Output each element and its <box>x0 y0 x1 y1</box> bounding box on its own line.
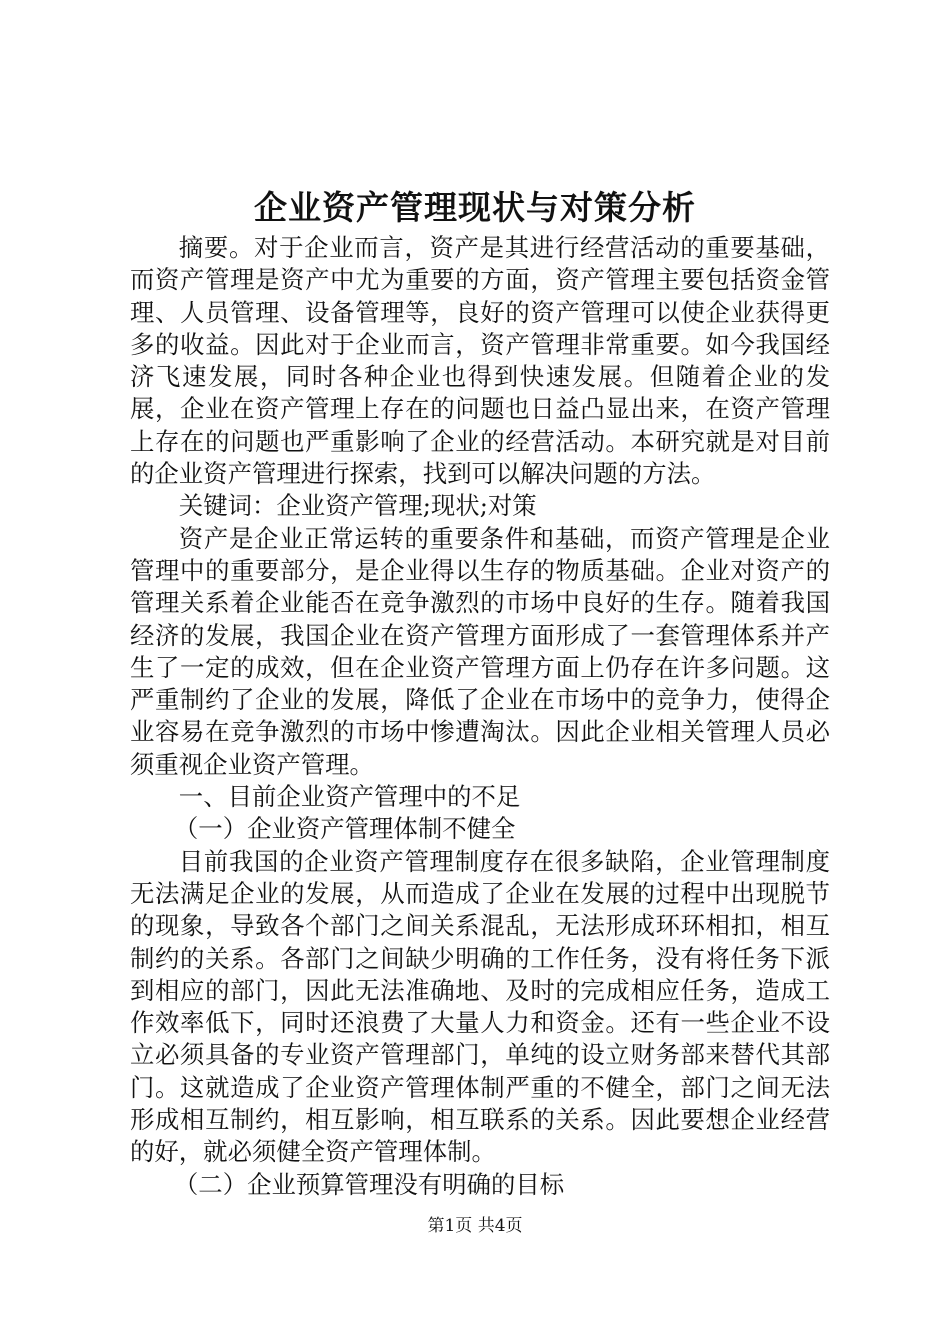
intro-paragraph: 资产是企业正常运转的重要条件和基础，而资产管理是企业管理中的重要部分，是企业得以生存的物质基础。企业对资产的管理关系着企业能否在竞争激烈的市场中良好的生存。随着我国经济的发展，我国企业在资产管理方面形成了一套管理体系并产生了一定的成效，但在企业资产管理方面上仍存在许多问题。这严重制约了企业的发展，降低了企业在市场中的竞争力，使得企业容易在竞争激烈的市场中惨遭淘汰。因此企业相关管理人员必须重视企业资产管理。 <box>130 523 830 779</box>
subsection-1-1-paragraph: 目前我国的企业资产管理制度存在很多缺陷，企业管理制度无法满足企业的发展，从而造成了企业在发展的过程中出现脱节的现象，导致各个部门之间关系混乱，无法形成环环相扣，相互制约的关系。各部门之间缺少明确的工作任务，没有将任务下派到相应的部门，因此无法准确地、及时的完成相应任务，造成工作效率低下，同时还浪费了大量人力和资金。还有一些企业不设立必须具备的专业资产管理部门，单纯的设立财务部来替代其部门。这就造成了企业资产管理体制严重的不健全，部门之间无法形成相互制约，相互影响，相互联系的关系。因此要想企业经营的好，就必须健全资产管理体制。 <box>130 846 830 1167</box>
subsection-heading-1-2: （二）企业预算管理没有明确的目标 <box>173 1169 565 1199</box>
document-title: 企业资产管理现状与对策分析 <box>254 188 696 227</box>
abstract-paragraph: 摘要。对于企业而言，资产是其进行经营活动的重要基础，而资产管理是资产中尤为重要的方面，资产管理主要包括资金管理、人员管理、设备管理等，良好的资产管理可以使企业获得更多的收益。因此对于企业而言，资产管理非常重要。如今我国经济飞速发展，同时各种企业也得到快速发展。但随着企业的发展，企业在资产管理上存在的问题也日益凸显出来，在资产管理上存在的问题也严重影响了企业的经营活动。本研究就是对目前的企业资产管理进行探索，找到可以解决问题的方法。 <box>130 233 830 489</box>
subsection-heading-1-1: （一）企业资产管理体制不健全 <box>173 814 516 844</box>
page-footer: 第1页 共4页 <box>427 1216 523 1236</box>
section-heading-1: 一、目前企业资产管理中的不足 <box>178 782 521 812</box>
keywords-line: 关键词：企业资产管理;现状;对策 <box>178 491 537 521</box>
document-body <box>130 232 830 1201</box>
